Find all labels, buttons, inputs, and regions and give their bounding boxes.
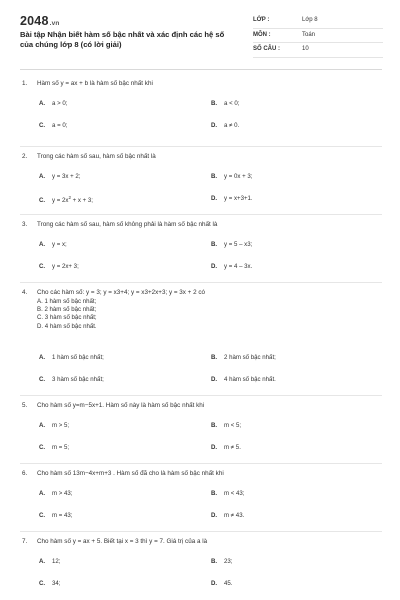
option-d[interactable] — [211, 376, 276, 383]
option-c[interactable] — [39, 122, 67, 129]
option-a[interactable] — [39, 241, 67, 248]
option-text: 34; — [52, 580, 61, 587]
option-text: a > 0; — [52, 100, 68, 107]
option-text: a < 0; — [224, 100, 240, 107]
meta-row-class — [253, 14, 383, 29]
option-a[interactable] — [39, 354, 104, 361]
header — [20, 14, 382, 68]
option-label: A. — [39, 490, 46, 497]
option-a[interactable] — [39, 422, 69, 429]
option-c[interactable] — [39, 580, 60, 587]
option-text: 12; — [52, 558, 61, 565]
meta-value: 10 — [302, 46, 309, 52]
option-text: 4 hàm số bậc nhất. — [224, 376, 276, 383]
option-d[interactable] — [211, 263, 252, 270]
option-text: y = 2x+ 3; — [52, 263, 79, 270]
question-number: 4. — [22, 289, 28, 296]
logo-text: 2048 — [20, 14, 49, 28]
option-label: C. — [39, 376, 46, 383]
option-c[interactable] — [39, 263, 79, 270]
option-d[interactable] — [211, 580, 232, 587]
option-a[interactable] — [39, 490, 73, 497]
option-label: D. — [211, 580, 218, 587]
option-label: C. — [39, 580, 46, 587]
option-label: A. — [39, 173, 46, 180]
header-divider — [20, 69, 382, 70]
meta-info — [253, 14, 383, 58]
option-text: a ≠ 0. — [224, 122, 240, 129]
question-list — [20, 80, 382, 594]
option-text: m > 5; — [52, 422, 70, 429]
question-number: 3. — [22, 221, 28, 228]
option-b[interactable] — [211, 241, 252, 248]
option-text: y = 5 – x3; — [224, 241, 253, 248]
sub-option: D. 4 hàm số bậc nhất. — [37, 322, 97, 330]
option-text: 45. — [224, 580, 233, 587]
question-5 — [20, 396, 382, 464]
site-logo[interactable] — [20, 14, 60, 28]
option-d[interactable] — [211, 444, 241, 451]
option-text: y = 4 – 3x. — [224, 263, 253, 270]
option-label: D. — [211, 122, 218, 129]
option-label: B. — [211, 490, 218, 497]
option-label: C. — [39, 444, 46, 451]
option-d[interactable] — [211, 195, 253, 202]
option-label: D. — [211, 195, 218, 202]
question-text: Hàm số y = ax + b là hàm số bậc nhất khi — [37, 80, 153, 87]
meta-key: LỚP : — [253, 17, 270, 23]
option-label: D. — [211, 263, 218, 270]
option-label: C. — [39, 197, 46, 205]
option-b[interactable] — [211, 173, 252, 180]
question-text: Cho hàm số y = ax + 5. Biết tại x = 3 thì y = 7. Giá trị của a là — [37, 538, 208, 545]
option-b[interactable] — [211, 354, 276, 361]
question-number: 1. — [22, 80, 28, 87]
meta-row-count — [253, 43, 383, 58]
option-text: 3 hàm số bậc nhất; — [52, 376, 104, 383]
option-text: y = x+3+1. — [224, 195, 253, 202]
sub-options — [37, 298, 97, 331]
meta-key: SỐ CÂU : — [253, 46, 280, 52]
question-1 — [20, 80, 382, 147]
option-label: B. — [211, 558, 218, 565]
option-c[interactable] — [39, 195, 93, 204]
option-label: C. — [39, 122, 46, 129]
question-number: 7. — [22, 538, 28, 545]
question-number: 5. — [22, 402, 28, 409]
option-text: 1 hàm số bậc nhất; — [52, 354, 104, 361]
question-text: Cho các hàm số: y = 3; y = x3+4; y = x3+2x+3; y = 3x + 2 có — [37, 289, 206, 296]
option-text-pre: y = 2x — [52, 197, 69, 205]
option-text-post: + x + 3; — [70, 197, 93, 205]
sub-option: C. 3 hàm số bậc nhất; — [37, 314, 97, 322]
question-text: Cho hàm số 13m−4x+m+3 . Hàm số đã cho là hàm số bậc nhất khi — [37, 470, 224, 477]
meta-key: MÔN : — [253, 31, 271, 38]
option-text: 2 hàm số bậc nhất; — [224, 354, 276, 361]
option-text-sup: 2 — [68, 195, 71, 200]
question-7 — [20, 532, 382, 594]
option-a[interactable] — [39, 100, 67, 107]
question-4 — [20, 283, 382, 396]
sub-option: A. 1 hàm số bậc nhất; — [37, 298, 97, 305]
option-label: B. — [211, 173, 218, 180]
question-3 — [20, 215, 382, 283]
option-a[interactable] — [39, 173, 80, 180]
option-label: B. — [211, 354, 218, 361]
option-label: D. — [211, 444, 218, 451]
option-label: A. — [39, 354, 46, 361]
option-c[interactable] — [39, 444, 69, 451]
meta-row-subject — [253, 29, 383, 44]
option-text: m < 43; — [224, 490, 245, 497]
option-label: A. — [39, 100, 46, 107]
question-text: Trong các hàm số sau, hàm số không phải là hàm số bậc nhất là — [37, 221, 218, 228]
option-text: a = 0; — [52, 122, 68, 129]
question-text: Cho hàm số y=m−5x+1. Hàm số này là hàm số bậc nhất khi — [37, 402, 205, 409]
question-2 — [20, 147, 382, 215]
logo-tld: .vn — [49, 20, 60, 27]
option-text: y = x; — [52, 241, 67, 248]
option-text: y = 3x + 2; — [52, 173, 81, 180]
question-6 — [20, 464, 382, 532]
question-number: 2. — [22, 153, 28, 160]
option-c[interactable] — [39, 512, 73, 519]
option-text: y = 0x + 3; — [224, 173, 253, 180]
option-label: A. — [39, 241, 46, 248]
meta-value: Lớp 8 — [302, 17, 318, 23]
option-label: B. — [211, 422, 218, 429]
option-label: C. — [39, 263, 46, 270]
option-label: B. — [211, 100, 218, 107]
option-a[interactable] — [39, 558, 60, 565]
option-text: m < 5; — [224, 422, 242, 429]
option-c[interactable] — [39, 376, 104, 383]
option-text: 23; — [224, 558, 233, 565]
option-label: A. — [39, 422, 46, 429]
page-title: Bài tập Nhận biết hàm số bậc nhất và xác định các hệ số của chúng lớp 8 (có lời giải) — [20, 30, 225, 49]
option-text: m = 43; — [52, 512, 73, 519]
option-text: m ≠ 5. — [224, 444, 241, 451]
option-label: A. — [39, 558, 46, 565]
sub-option: B. 2 hàm số bậc nhất; — [37, 306, 97, 314]
option-label: B. — [211, 241, 218, 248]
option-d[interactable] — [211, 122, 239, 129]
question-text: Trong các hàm số sau, hàm số bậc nhất là — [37, 153, 156, 160]
option-d[interactable] — [211, 512, 244, 519]
option-text: m > 43; — [52, 490, 73, 497]
option-b[interactable] — [211, 490, 245, 497]
option-label: D. — [211, 512, 218, 519]
meta-value: Toán — [302, 31, 316, 38]
option-label: C. — [39, 512, 46, 519]
option-b[interactable] — [211, 422, 241, 429]
option-b[interactable] — [211, 100, 239, 107]
option-text: m = 5; — [52, 444, 70, 451]
option-text: m ≠ 43. — [224, 512, 245, 519]
option-label: D. — [211, 376, 218, 383]
question-number: 6. — [22, 470, 28, 477]
option-b[interactable] — [211, 558, 232, 565]
